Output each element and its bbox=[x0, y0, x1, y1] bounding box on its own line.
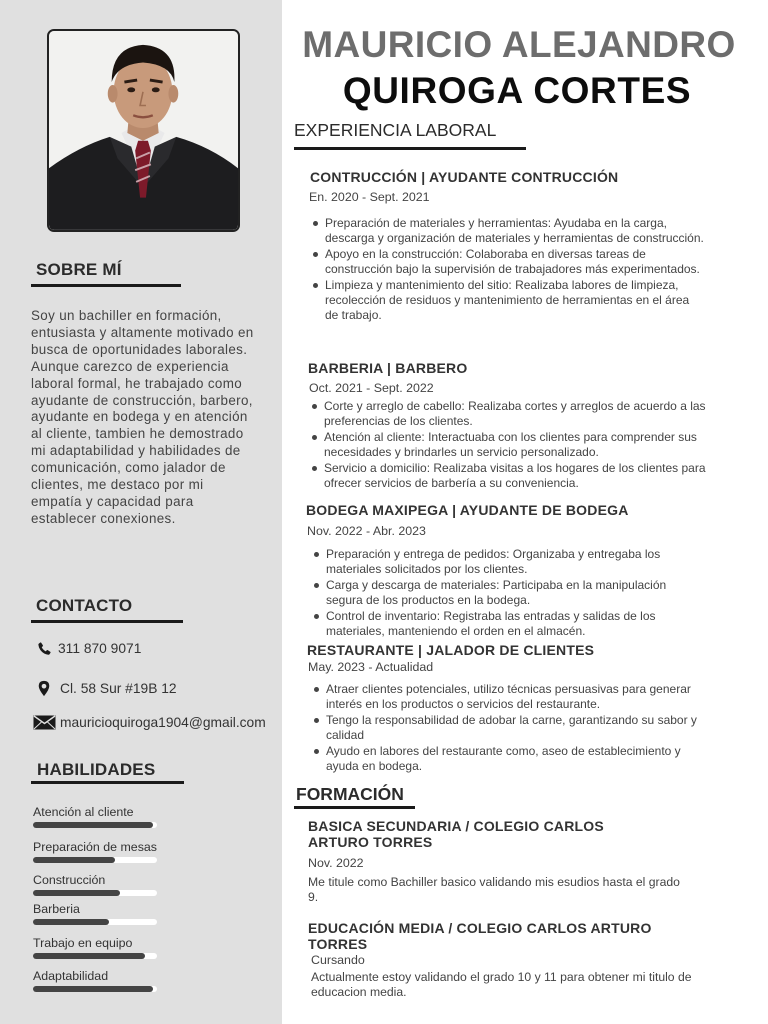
job-title: RESTAURANTE | JALADOR DE CLIENTES bbox=[307, 642, 595, 658]
job-bullet-list bbox=[311, 547, 701, 640]
job-bullet-list bbox=[309, 399, 709, 492]
location-pin-icon bbox=[37, 680, 51, 697]
education-description: Actualmente estoy validando el grado 10 y 11 para obtener mi titulo de educacion media. bbox=[311, 970, 692, 999]
education-title: EDUCACIÓN MEDIA / COLEGIO CARLOS ARTURO TORRES bbox=[308, 920, 652, 952]
skill-label: Atención al cliente bbox=[33, 805, 134, 819]
job-date: May. 2023 - Actualidad bbox=[308, 660, 434, 674]
education-date: Cursando bbox=[311, 953, 365, 967]
about-heading-rule bbox=[31, 284, 181, 287]
experience-heading: EXPERIENCIA LABORAL bbox=[294, 120, 497, 140]
job-title: BODEGA MAXIPEGA | AYUDANTE DE BODEGA bbox=[306, 502, 629, 518]
email-link[interactable]: mauricioquiroga1904@gmail.com bbox=[60, 715, 266, 730]
contact-address bbox=[37, 680, 177, 697]
education-heading: FORMACIÓN bbox=[296, 784, 404, 804]
skill-bar-track bbox=[33, 857, 157, 863]
job-title: CONTRUCCIÓN | AYUDANTE CONTRUCCIÓN bbox=[310, 169, 619, 185]
education-title: BASICA SECUNDARIA / COLEGIO CARLOS ARTURO TORRES bbox=[308, 818, 604, 850]
education-date: Nov. 2022 bbox=[308, 856, 364, 870]
skill-bar-track bbox=[33, 986, 157, 992]
skill-label: Barberia bbox=[33, 902, 80, 916]
skill-bar-fill bbox=[33, 890, 120, 896]
list-item: Preparación de materiales y herramientas: Ayudaba en la carga, descarga y organización de materiales y herramientas de construcción. bbox=[310, 216, 705, 246]
skill-label: Adaptabilidad bbox=[33, 969, 109, 983]
skill-bar-fill bbox=[33, 822, 153, 828]
experience-heading-rule bbox=[294, 147, 526, 150]
skill-bar-track bbox=[33, 890, 157, 896]
name-second-line: QUIROGA CORTES bbox=[342, 70, 692, 111]
skill-item bbox=[33, 840, 163, 863]
skills-heading: HABILIDADES bbox=[37, 760, 156, 779]
list-item: Ayudo en labores del restaurante como, aseo de establecimiento y ayuda en bodega. bbox=[311, 744, 706, 774]
skill-bar-track bbox=[33, 953, 157, 959]
list-item: Apoyo en la construcción: Colaboraba en diversas tareas de construcción bajo la supervisión de trabajadores más experimentados. bbox=[310, 247, 705, 277]
envelope-icon bbox=[33, 715, 56, 730]
phone-text[interactable]: 311 870 9071 bbox=[58, 641, 142, 656]
profile-photo bbox=[47, 29, 240, 232]
about-heading: SOBRE MÍ bbox=[36, 260, 122, 279]
job-date: Oct. 2021 - Sept. 2022 bbox=[309, 381, 434, 395]
contact-email bbox=[33, 715, 266, 730]
contact-phone bbox=[37, 640, 141, 657]
skill-item bbox=[33, 805, 163, 828]
list-item: Atención al cliente: Interactuaba con los clientes para comprender sus necesidades y brindarles un servicio personalizado. bbox=[309, 430, 709, 460]
about-text: Soy un bachiller en formación, entusiasta y altamente motivado en busca de oportunidades laborales. Aunque carezco de experiencia laboral formal, he trabajado como ayudante de construcción, barbero, ayudante en bodega y en atención al cliente, tambien he demostrado mi adaptabilidad y habilidades de comunicación, como jalador de clientes, me destaco por mi empatía y capacidad para establecer conexiones. bbox=[31, 308, 254, 526]
list-item: Servicio a domicilio: Realizaba visitas a los hogares de los clientes para ofrecer servicios de barbería a su conveniencia. bbox=[309, 461, 709, 491]
skill-bar-fill bbox=[33, 919, 109, 925]
skills-heading-rule bbox=[31, 781, 184, 784]
list-item: Limpieza y mantenimiento del sitio: Realizaba labores de limpieza, recolección de residuos y mantenimiento de herramientas en el área de trabajo. bbox=[310, 278, 705, 323]
skill-item bbox=[33, 936, 163, 959]
address-text: Cl. 58 Sur #19B 12 bbox=[60, 681, 177, 696]
sidebar bbox=[0, 0, 282, 1024]
skill-item bbox=[33, 969, 163, 992]
contact-heading: CONTACTO bbox=[36, 596, 133, 615]
skill-bar-track bbox=[33, 919, 157, 925]
list-item: Carga y descarga de materiales: Participaba en la manipulación segura de los productos en la bodega. bbox=[311, 578, 701, 608]
job-bullet-list bbox=[310, 216, 705, 324]
contact-heading-rule bbox=[31, 620, 183, 623]
skill-bar-fill bbox=[33, 953, 145, 959]
list-item: Tengo la responsabilidad de adobar la carne, garantizando su sabor y calidad bbox=[311, 713, 706, 743]
job-date: Nov. 2022 - Abr. 2023 bbox=[307, 524, 426, 538]
skill-item bbox=[33, 873, 163, 896]
list-item: Corte y arreglo de cabello: Realizaba cortes y arreglos de acuerdo a las preferencias de los clientes. bbox=[309, 399, 709, 429]
skill-bar-track bbox=[33, 822, 157, 828]
list-item: Preparación y entrega de pedidos: Organizaba y entregaba los materiales solicitados por los clientes. bbox=[311, 547, 701, 577]
job-date: En. 2020 - Sept. 2021 bbox=[309, 190, 430, 204]
skill-label: Preparación de mesas bbox=[33, 840, 157, 854]
portrait-image bbox=[49, 31, 238, 230]
phone-icon bbox=[37, 640, 52, 657]
skill-bar-fill bbox=[33, 857, 115, 863]
name-first-line: MAURICIO ALEJANDRO bbox=[302, 24, 736, 65]
skill-item bbox=[33, 902, 163, 925]
skill-label: Construcción bbox=[33, 873, 106, 887]
list-item: Atraer clientes potenciales, utilizo técnicas persuasivas para generar interés en los productos o servicios del restaurante. bbox=[311, 682, 706, 712]
skill-bar-fill bbox=[33, 986, 153, 992]
skill-label: Trabajo en equipo bbox=[33, 936, 133, 950]
job-title: BARBERIA | BARBERO bbox=[308, 360, 468, 376]
list-item: Control de inventario: Registraba las entradas y salidas de los materiales, manteniendo el orden en el almacén. bbox=[311, 609, 701, 639]
education-heading-rule bbox=[294, 806, 415, 809]
education-description: Me titule como Bachiller basico validando mis esudios hasta el grado 9. bbox=[308, 875, 680, 904]
job-bullet-list bbox=[311, 682, 706, 775]
